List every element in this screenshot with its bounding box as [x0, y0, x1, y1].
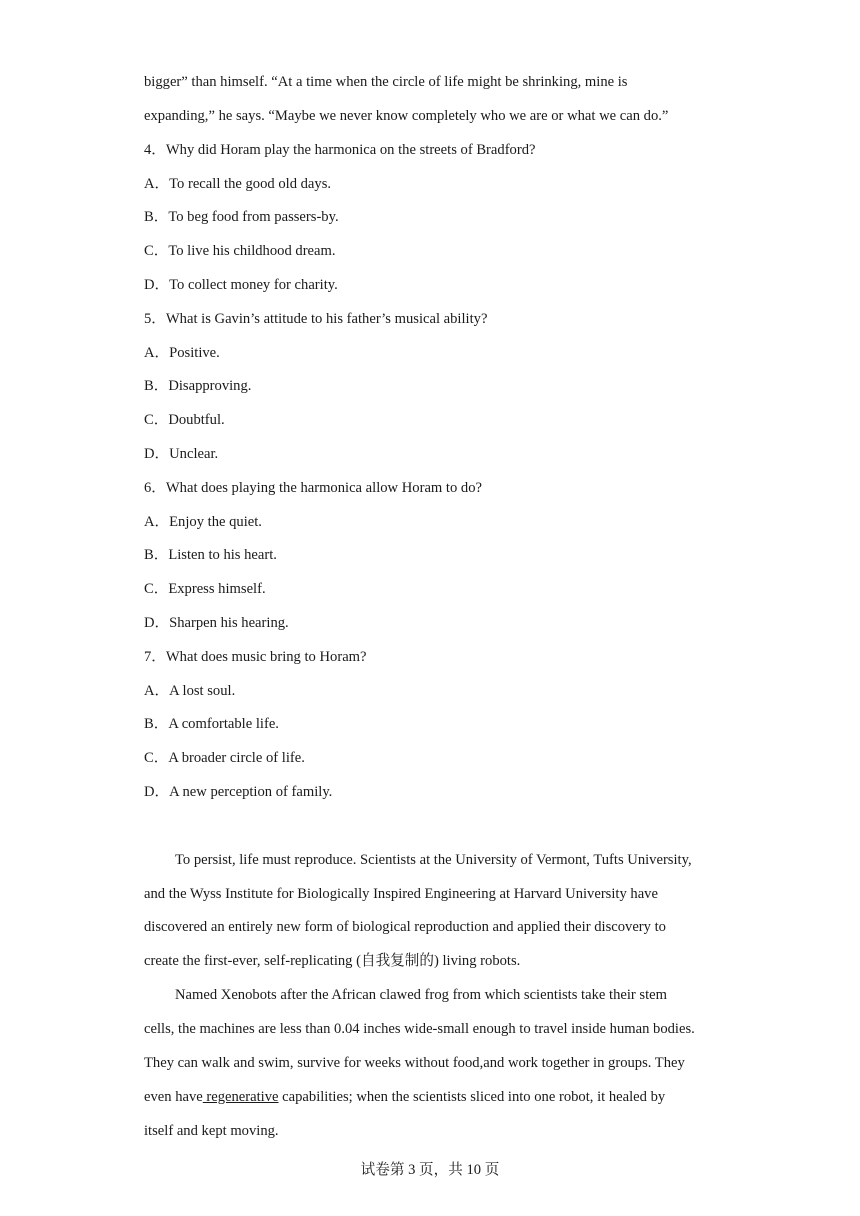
underlined-word: regenerative: [202, 1089, 279, 1105]
passage-text-line: To persist, life must reproduce. Scientists at the University of Vermont, Tufts University,: [175, 852, 692, 868]
answer-option: A．Positive.: [144, 345, 220, 361]
text-segment: capabilities; when the scientists sliced into one robot, it healed by: [278, 1089, 666, 1105]
answer-option: B．To beg food from passers-by.: [144, 209, 339, 225]
answer-option: D．Unclear.: [144, 446, 219, 462]
passage-text-line: bigger” than himself. “At a time when the circle of life might be shrinking, mine is: [144, 74, 628, 90]
answer-option: B．Disapproving.: [144, 378, 252, 394]
question-stem: 6．What does playing the harmonica allow Horam to do?: [144, 480, 482, 496]
answer-option: C．Doubtful.: [144, 412, 225, 428]
page-footer: 试卷第 3 页，共 10 页: [360, 1162, 500, 1178]
passage-text-line: itself and kept moving.: [144, 1123, 279, 1139]
passage-text-line: cells, the machines are less than 0.04 inches wide-small enough to travel inside human bodies.: [144, 1021, 695, 1037]
answer-option: B．A comfortable life.: [144, 716, 279, 732]
passage-text-line: expanding,” he says. “Maybe we never know completely who we are or what we can do.”: [144, 108, 669, 124]
question-stem: 4．Why did Horam play the harmonica on the streets of Bradford?: [144, 142, 536, 158]
answer-option: B．Listen to his heart.: [144, 547, 277, 563]
question-stem: 7．What does music bring to Horam?: [144, 649, 367, 665]
passage-text-line: discovered an entirely new form of biological reproduction and applied their discovery to: [144, 919, 666, 935]
passage-text-line: They can walk and swim, survive for weeks without food,and work together in groups. They: [144, 1055, 685, 1071]
passage-text-line: [144, 1087, 665, 1107]
answer-option: C．To live his childhood dream.: [144, 243, 336, 259]
passage-text-line: create the first-ever, self-replicating (自我复制的) living robots.: [144, 953, 521, 969]
answer-option: A．Enjoy the quiet.: [144, 514, 262, 530]
question-stem: 5．What is Gavin’s attitude to his father’s musical ability?: [144, 311, 488, 327]
answer-option: D．Sharpen his hearing.: [144, 615, 289, 631]
answer-option: A．To recall the good old days.: [144, 176, 332, 192]
answer-option: A．A lost soul.: [144, 683, 236, 699]
answer-option: C．A broader circle of life.: [144, 750, 305, 766]
text-segment: even have: [144, 1089, 203, 1105]
answer-option: C．Express himself.: [144, 581, 266, 597]
passage-text-line: Named Xenobots after the African clawed frog from which scientists take their stem: [175, 987, 667, 1003]
passage-text-line: and the Wyss Institute for Biologically Inspired Engineering at Harvard University have: [144, 886, 658, 902]
answer-option: D．A new perception of family.: [144, 784, 333, 800]
answer-option: D．To collect money for charity.: [144, 277, 338, 293]
